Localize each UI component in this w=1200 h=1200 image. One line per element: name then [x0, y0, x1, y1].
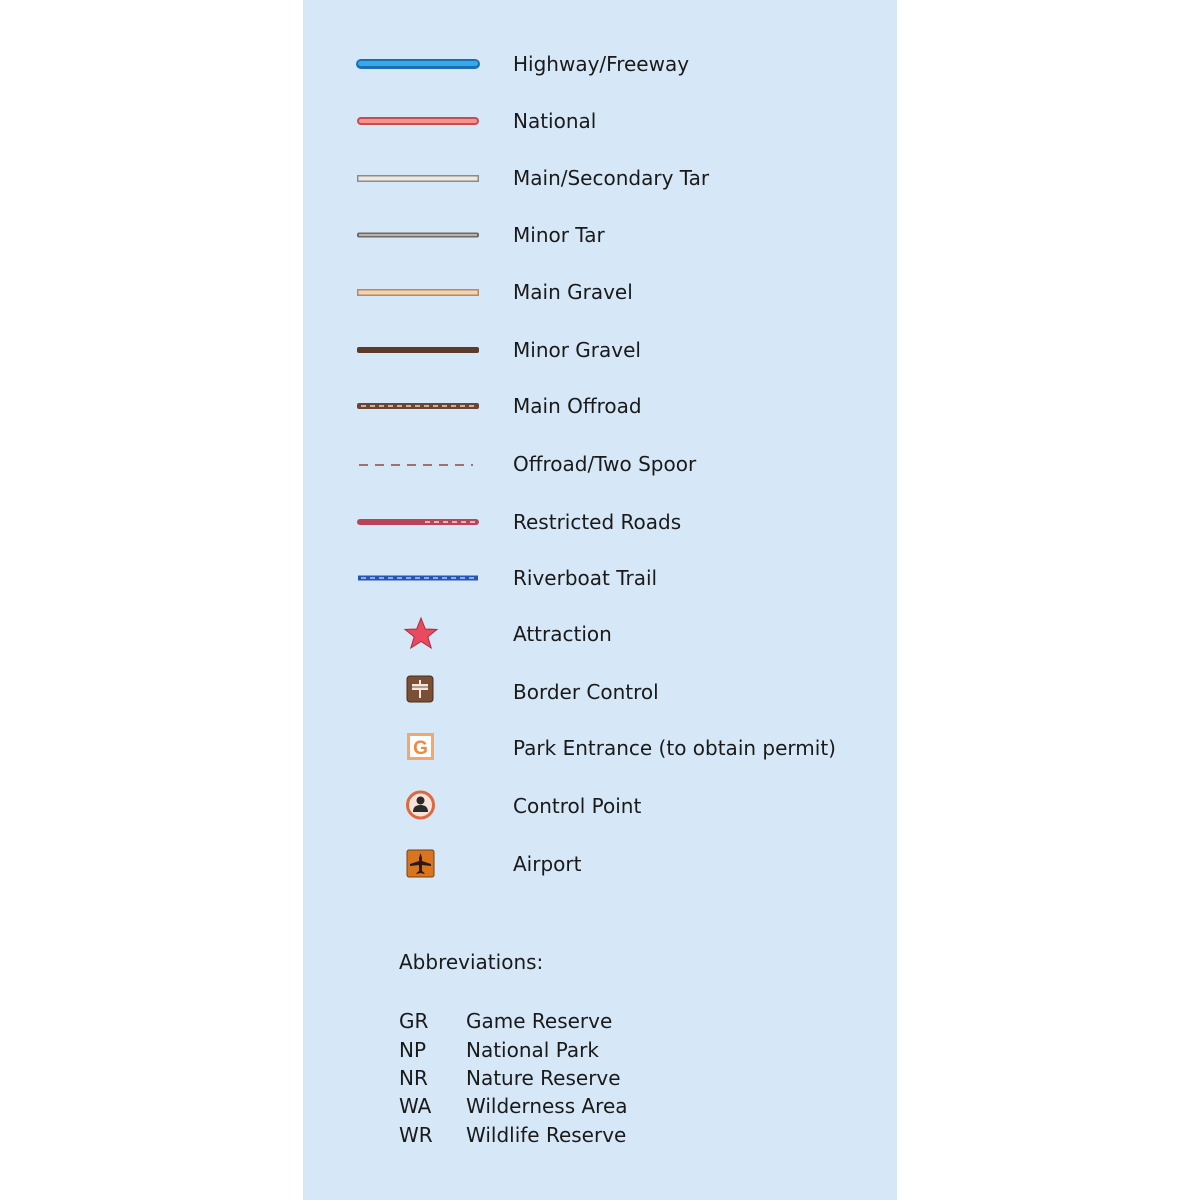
main-tar-line-symbol: [353, 158, 483, 198]
legend-label: Offroad/Two Spoor: [513, 452, 697, 476]
star-icon: [353, 614, 483, 654]
airport-icon: [353, 844, 483, 884]
legend-label: Restricted Roads: [513, 510, 682, 534]
border-control-icon: [353, 672, 483, 712]
park-entrance-icon: [353, 728, 483, 768]
legend-item-minor-tar: [303, 215, 897, 255]
national-road-line-symbol: [353, 101, 483, 141]
map-legend-panel: [303, 0, 897, 1200]
legend-label: Main/Secondary Tar: [513, 166, 710, 190]
legend-label: Control Point: [513, 794, 642, 818]
legend-item-main-gravel: [303, 272, 897, 312]
legend-label: Highway/Freeway: [513, 52, 690, 76]
riverboat-trail-line-symbol: [353, 558, 483, 598]
legend-label: Park Entrance (to obtain permit): [513, 736, 836, 760]
control-point-icon: [353, 786, 483, 826]
abbreviation-code: WR: [399, 1123, 433, 1147]
legend-label: Minor Gravel: [513, 338, 641, 362]
legend-item-border-control: [303, 672, 897, 712]
abbreviation-text: Game Reserve: [466, 1009, 613, 1033]
offroad-two-spoor-line-symbol: [353, 444, 483, 484]
legend-label: Main Offroad: [513, 394, 642, 418]
abbreviation-code: NP: [399, 1038, 427, 1062]
legend-label: Airport: [513, 852, 582, 876]
legend-item-main-offroad: [303, 386, 897, 426]
abbreviation-code: WA: [399, 1094, 432, 1118]
legend-item-control-point: [303, 786, 897, 826]
main-gravel-line-symbol: [353, 272, 483, 312]
legend-item-national: [303, 101, 897, 141]
legend-item-park-entrance: [303, 728, 897, 768]
restricted-road-line-symbol: [353, 502, 483, 542]
abbreviation-text: Nature Reserve: [466, 1066, 621, 1090]
abbreviation-text: Wildlife Reserve: [466, 1123, 627, 1147]
minor-tar-line-symbol: [353, 215, 483, 255]
park-entrance-glyph: G: [413, 738, 428, 759]
abbreviation-text: National Park: [466, 1038, 599, 1062]
legend-label: Main Gravel: [513, 280, 633, 304]
legend-item-minor-gravel: [303, 330, 897, 370]
legend-label: National: [513, 109, 597, 133]
legend-item-highway: [303, 44, 897, 84]
legend-label: Attraction: [513, 622, 612, 646]
legend-label: Border Control: [513, 680, 659, 704]
minor-gravel-line-symbol: [353, 330, 483, 370]
legend-item-airport: [303, 844, 897, 884]
legend-item-offroad-two-spoor: [303, 444, 897, 484]
legend-item-restricted-roads: [303, 502, 897, 542]
abbreviations-title: Abbreviations:: [399, 950, 544, 974]
legend-label: Minor Tar: [513, 223, 605, 247]
legend-label: Riverboat Trail: [513, 566, 658, 590]
abbreviation-code: GR: [399, 1009, 429, 1033]
legend-item-riverboat-trail: [303, 558, 897, 598]
legend-item-main-secondary-tar: [303, 158, 897, 198]
highway-line-symbol: [353, 44, 483, 84]
abbreviation-text: Wilderness Area: [466, 1094, 628, 1118]
main-offroad-line-symbol: [353, 386, 483, 426]
abbreviation-code: NR: [399, 1066, 428, 1090]
legend-item-attraction: [303, 614, 897, 654]
